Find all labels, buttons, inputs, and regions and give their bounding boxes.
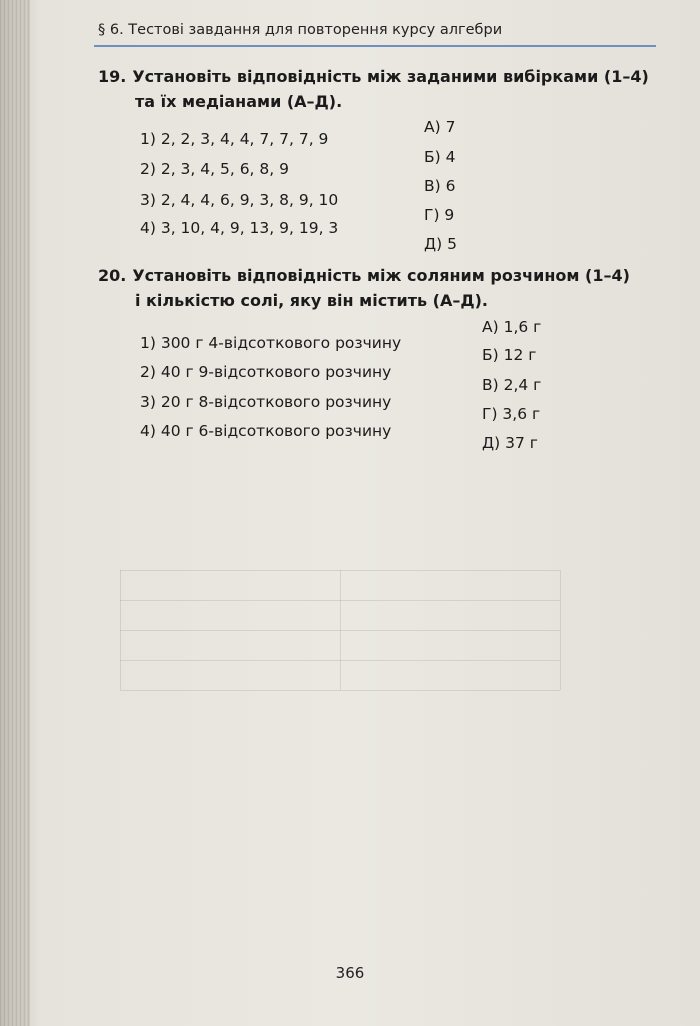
bleed-through-table-line	[120, 570, 121, 690]
book-page-edges	[0, 0, 30, 1026]
question-19-answer-b: Б) 4	[424, 148, 456, 166]
question-19-title-line1: Установіть відповідність між заданими вибірками (1–4)	[132, 67, 649, 86]
question-20-item-4: 4) 40 г 6-відсоткового розчину	[140, 422, 392, 440]
question-20-answer-a: А) 1,6 г	[482, 318, 542, 336]
bleed-through-table-line	[560, 570, 561, 690]
question-19-answer-e: Д) 5	[424, 235, 457, 253]
bleed-through-table-line	[340, 570, 341, 690]
question-20-answer-b: Б) 12 г	[482, 346, 537, 364]
question-19-number: 19.	[98, 67, 127, 86]
question-20-item-3: 3) 20 г 8-відсоткового розчину	[140, 393, 392, 411]
question-19-item-4: 4) 3, 10, 4, 9, 13, 9, 19, 3	[140, 219, 339, 237]
question-20-answer-c: В) 2,4 г	[482, 376, 542, 394]
question-19-item-2: 2) 2, 3, 4, 5, 6, 8, 9	[140, 160, 289, 178]
question-20-answer-d: Г) 3,6 г	[482, 405, 541, 423]
question-19-item-1: 1) 2, 2, 3, 4, 4, 7, 7, 7, 9	[140, 130, 329, 148]
section-header: § 6. Тестові завдання для повторення курсу алгебри	[98, 22, 503, 38]
question-19-item-3: 3) 2, 4, 4, 6, 9, 3, 8, 9, 10	[140, 191, 339, 209]
question-19-answer-c: В) 6	[424, 177, 456, 195]
page-number: 366	[335, 964, 365, 982]
question-19-answer-a: А) 7	[424, 118, 456, 136]
question-20-answer-e: Д) 37 г	[482, 434, 538, 452]
question-20-title-continued: і кількістю солі, яку він містить (А–Д).	[135, 291, 488, 310]
question-20-title	[98, 263, 630, 288]
bleed-through-table-line	[120, 690, 560, 691]
header-divider	[94, 45, 656, 47]
question-19-title-continued: та їх медіанами (А–Д).	[135, 92, 343, 111]
question-20-number: 20.	[98, 266, 127, 285]
question-20-item-1: 1) 300 г 4-відсоткового розчину	[140, 334, 402, 352]
question-19-title	[98, 64, 649, 89]
question-20-title-line1: Установіть відповідність між соляним розчином (1–4)	[132, 266, 630, 285]
question-20-item-2: 2) 40 г 9-відсоткового розчину	[140, 363, 392, 381]
question-19-answer-d: Г) 9	[424, 206, 455, 224]
